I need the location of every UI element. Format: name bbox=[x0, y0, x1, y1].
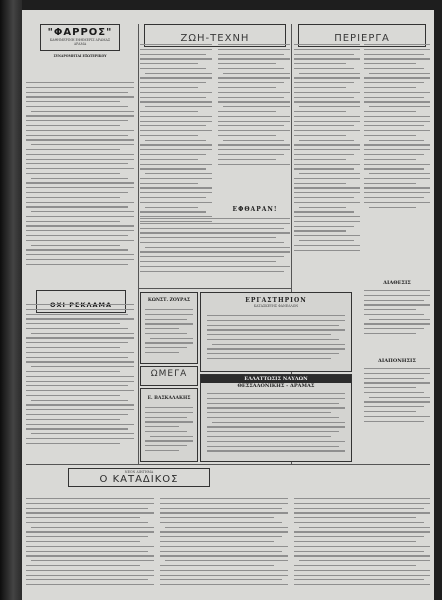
diathesis-heading: ΔΙΑΘΕΣΙΣ bbox=[383, 280, 411, 286]
masthead-title: "ΦΑΡΡΟΣ" bbox=[47, 27, 113, 38]
newspaper-sheet bbox=[22, 10, 434, 600]
ad-omega: ΩΜΕΓΑ bbox=[140, 366, 198, 386]
ad-vaskalakis: Ε. ΒΑΣΚΑΛΑΚΗΣ bbox=[140, 388, 198, 462]
book-binding bbox=[0, 0, 22, 600]
section-rule bbox=[138, 288, 292, 289]
masthead-box bbox=[40, 24, 120, 51]
diaponisis-heading: ΔΙΑΠΟΝΗΣΙΣ bbox=[378, 358, 416, 364]
section-rule bbox=[26, 464, 430, 465]
zoi-texni-header: ΖΩΗ-ΤΕΧΝΗ bbox=[144, 24, 286, 47]
bottom-story bbox=[26, 494, 430, 596]
masthead-city: ΔΡΑΜΑ bbox=[73, 42, 87, 47]
column-middle bbox=[140, 22, 290, 287]
efharan-heading: ΕΦΘΑΡΑΝ! bbox=[232, 206, 278, 213]
text-block bbox=[140, 44, 212, 204]
text-block bbox=[26, 82, 134, 282]
text-block bbox=[364, 290, 430, 350]
masthead-subtitle: ΚΑΘΗΜΕΡΙΝΗ ΕΦΗΜΕΡΙΣ ΔΡΑΜΑΣ bbox=[49, 38, 111, 42]
text-block bbox=[364, 368, 430, 448]
column-rule bbox=[138, 24, 139, 464]
periergа-header: ΠΕΡΙΕΡΓΑ bbox=[298, 24, 426, 47]
text-block bbox=[140, 218, 290, 283]
poem-block bbox=[218, 44, 290, 204]
column-right bbox=[294, 22, 430, 462]
column-left bbox=[26, 22, 134, 462]
katadikos-header: ΝΕΟΝ ΔΙΗΓΗΜΑ Ο ΚΑΤΑΔΙΚΟΣ bbox=[68, 468, 210, 487]
ad-tsigara: ΕΛΛΑΤΤΩΣΙΣ ΝΑΥΛΩΝ ΘΕΣΣΑΛΟΝΙΚΗΣ - ΔΡΑΜΑΣ bbox=[200, 374, 352, 462]
ad-zouras: ΚΩΝΣΤ. ΖΟΥΡΑΣ bbox=[140, 292, 198, 364]
text-block bbox=[294, 44, 360, 284]
text-block bbox=[26, 304, 134, 459]
ad-ergastirion: ΕΡΓΑΣΤΗΡΙΟΝ ΚΑΤΑΣΚΕΥΗΣ ΦΑΝΕΛΛΩΝ bbox=[200, 292, 352, 372]
masthead-section: ΣΥΝΔΡΟΜΗΤΑΙ ΕΞΩΤΕΡΙΚΟΥ bbox=[53, 53, 107, 58]
text-block bbox=[364, 44, 430, 284]
